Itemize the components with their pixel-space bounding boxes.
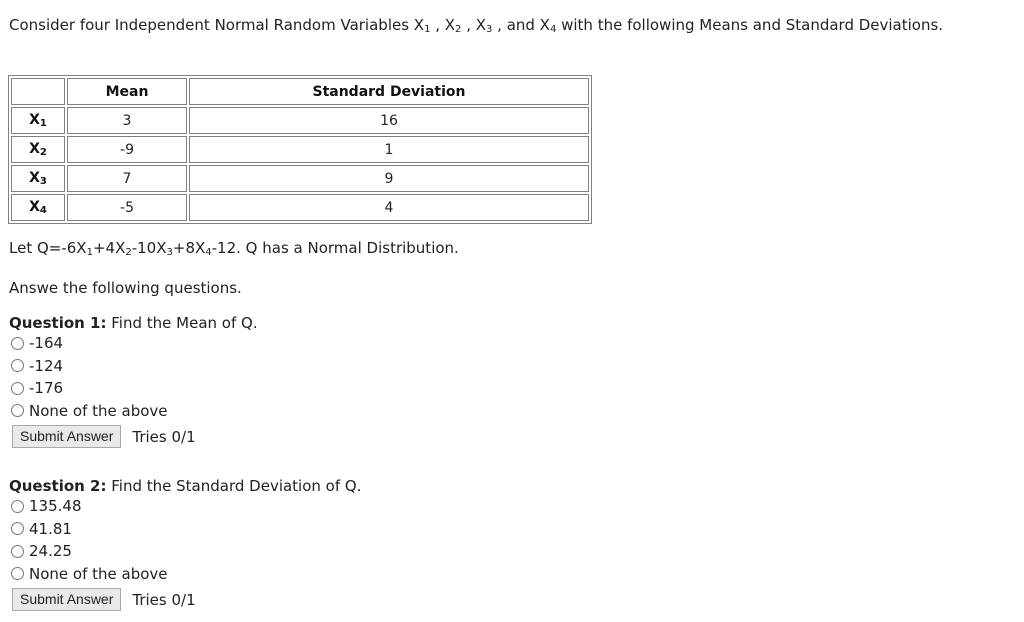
question-2-option[interactable] — [11, 495, 361, 518]
row-variable: $X_1$ — [11, 107, 65, 134]
question-2 — [9, 477, 361, 611]
table-row — [11, 194, 589, 221]
question-2-prompt: Question 2: Find the Standard Deviation of Q. — [9, 477, 362, 495]
radio-button[interactable] — [11, 500, 24, 513]
question-2-option[interactable] — [11, 563, 361, 586]
row-variable: $X_2$ — [11, 136, 65, 163]
radio-button[interactable] — [11, 404, 24, 417]
question-1-option[interactable] — [11, 355, 258, 378]
table-row — [11, 165, 589, 192]
option-label[interactable]: None of the above — [29, 564, 168, 583]
row-sd: 4 — [189, 194, 589, 221]
row-variable: $X_4$ — [11, 194, 65, 221]
question-2-option[interactable] — [11, 540, 361, 563]
question-1 — [9, 314, 258, 448]
submit-answer-button[interactable]: Submit Answer — [12, 588, 121, 611]
table-row — [11, 136, 589, 163]
table-header-sd: Standard Deviation — [189, 78, 589, 105]
radio-button[interactable] — [11, 522, 24, 535]
row-sd: 16 — [189, 107, 589, 134]
table-header-mean: Mean — [67, 78, 187, 105]
submit-answer-button[interactable]: Submit Answer — [12, 425, 121, 448]
tries-counter: Tries 0/1 — [132, 427, 196, 446]
instructions-text: Answe the following questions. — [9, 279, 242, 297]
row-mean: -5 — [67, 194, 187, 221]
option-label[interactable]: -164 — [29, 334, 64, 353]
question-2-actions — [12, 588, 361, 611]
question-2-option[interactable] — [11, 518, 361, 541]
row-mean: 3 — [67, 107, 187, 134]
parameters-table — [8, 75, 592, 224]
row-mean: -9 — [67, 136, 187, 163]
row-mean: 7 — [67, 165, 187, 192]
option-label[interactable]: -124 — [29, 356, 64, 375]
question-1-actions — [12, 425, 258, 448]
radio-button[interactable] — [11, 337, 24, 350]
radio-button[interactable] — [11, 382, 24, 395]
tries-counter: Tries 0/1 — [132, 590, 196, 609]
radio-button[interactable] — [11, 359, 24, 372]
row-sd: 9 — [189, 165, 589, 192]
option-label[interactable]: 41.81 — [29, 519, 72, 538]
row-variable: $X_3$ — [11, 165, 65, 192]
option-label[interactable]: 135.48 — [29, 497, 82, 516]
radio-button[interactable] — [11, 545, 24, 558]
radio-button[interactable] — [11, 567, 24, 580]
question-1-prompt: Question 1: Find the Mean of Q. — [9, 314, 258, 332]
intro-text: Consider four Independent Normal Random Variables $X_1$ , $X_2$ , $X_3$ , and $X_4$ with the following Means and Standard Deviations. — [9, 16, 944, 35]
question-1-option[interactable] — [11, 400, 258, 423]
option-label[interactable]: -176 — [29, 379, 64, 398]
row-sd: 1 — [189, 136, 589, 163]
option-label[interactable]: 24.25 — [29, 542, 72, 561]
option-label[interactable]: None of the above — [29, 401, 168, 420]
table-row — [11, 107, 589, 134]
question-1-option[interactable] — [11, 377, 258, 400]
problem-statement: Let $Q=-6X_1+4X_2-10X_3+8X_4-12$. Q has a Normal Distribution. — [9, 239, 459, 258]
question-1-option[interactable] — [11, 332, 258, 355]
table-header-row — [11, 78, 589, 105]
table-header-corner — [11, 78, 65, 105]
